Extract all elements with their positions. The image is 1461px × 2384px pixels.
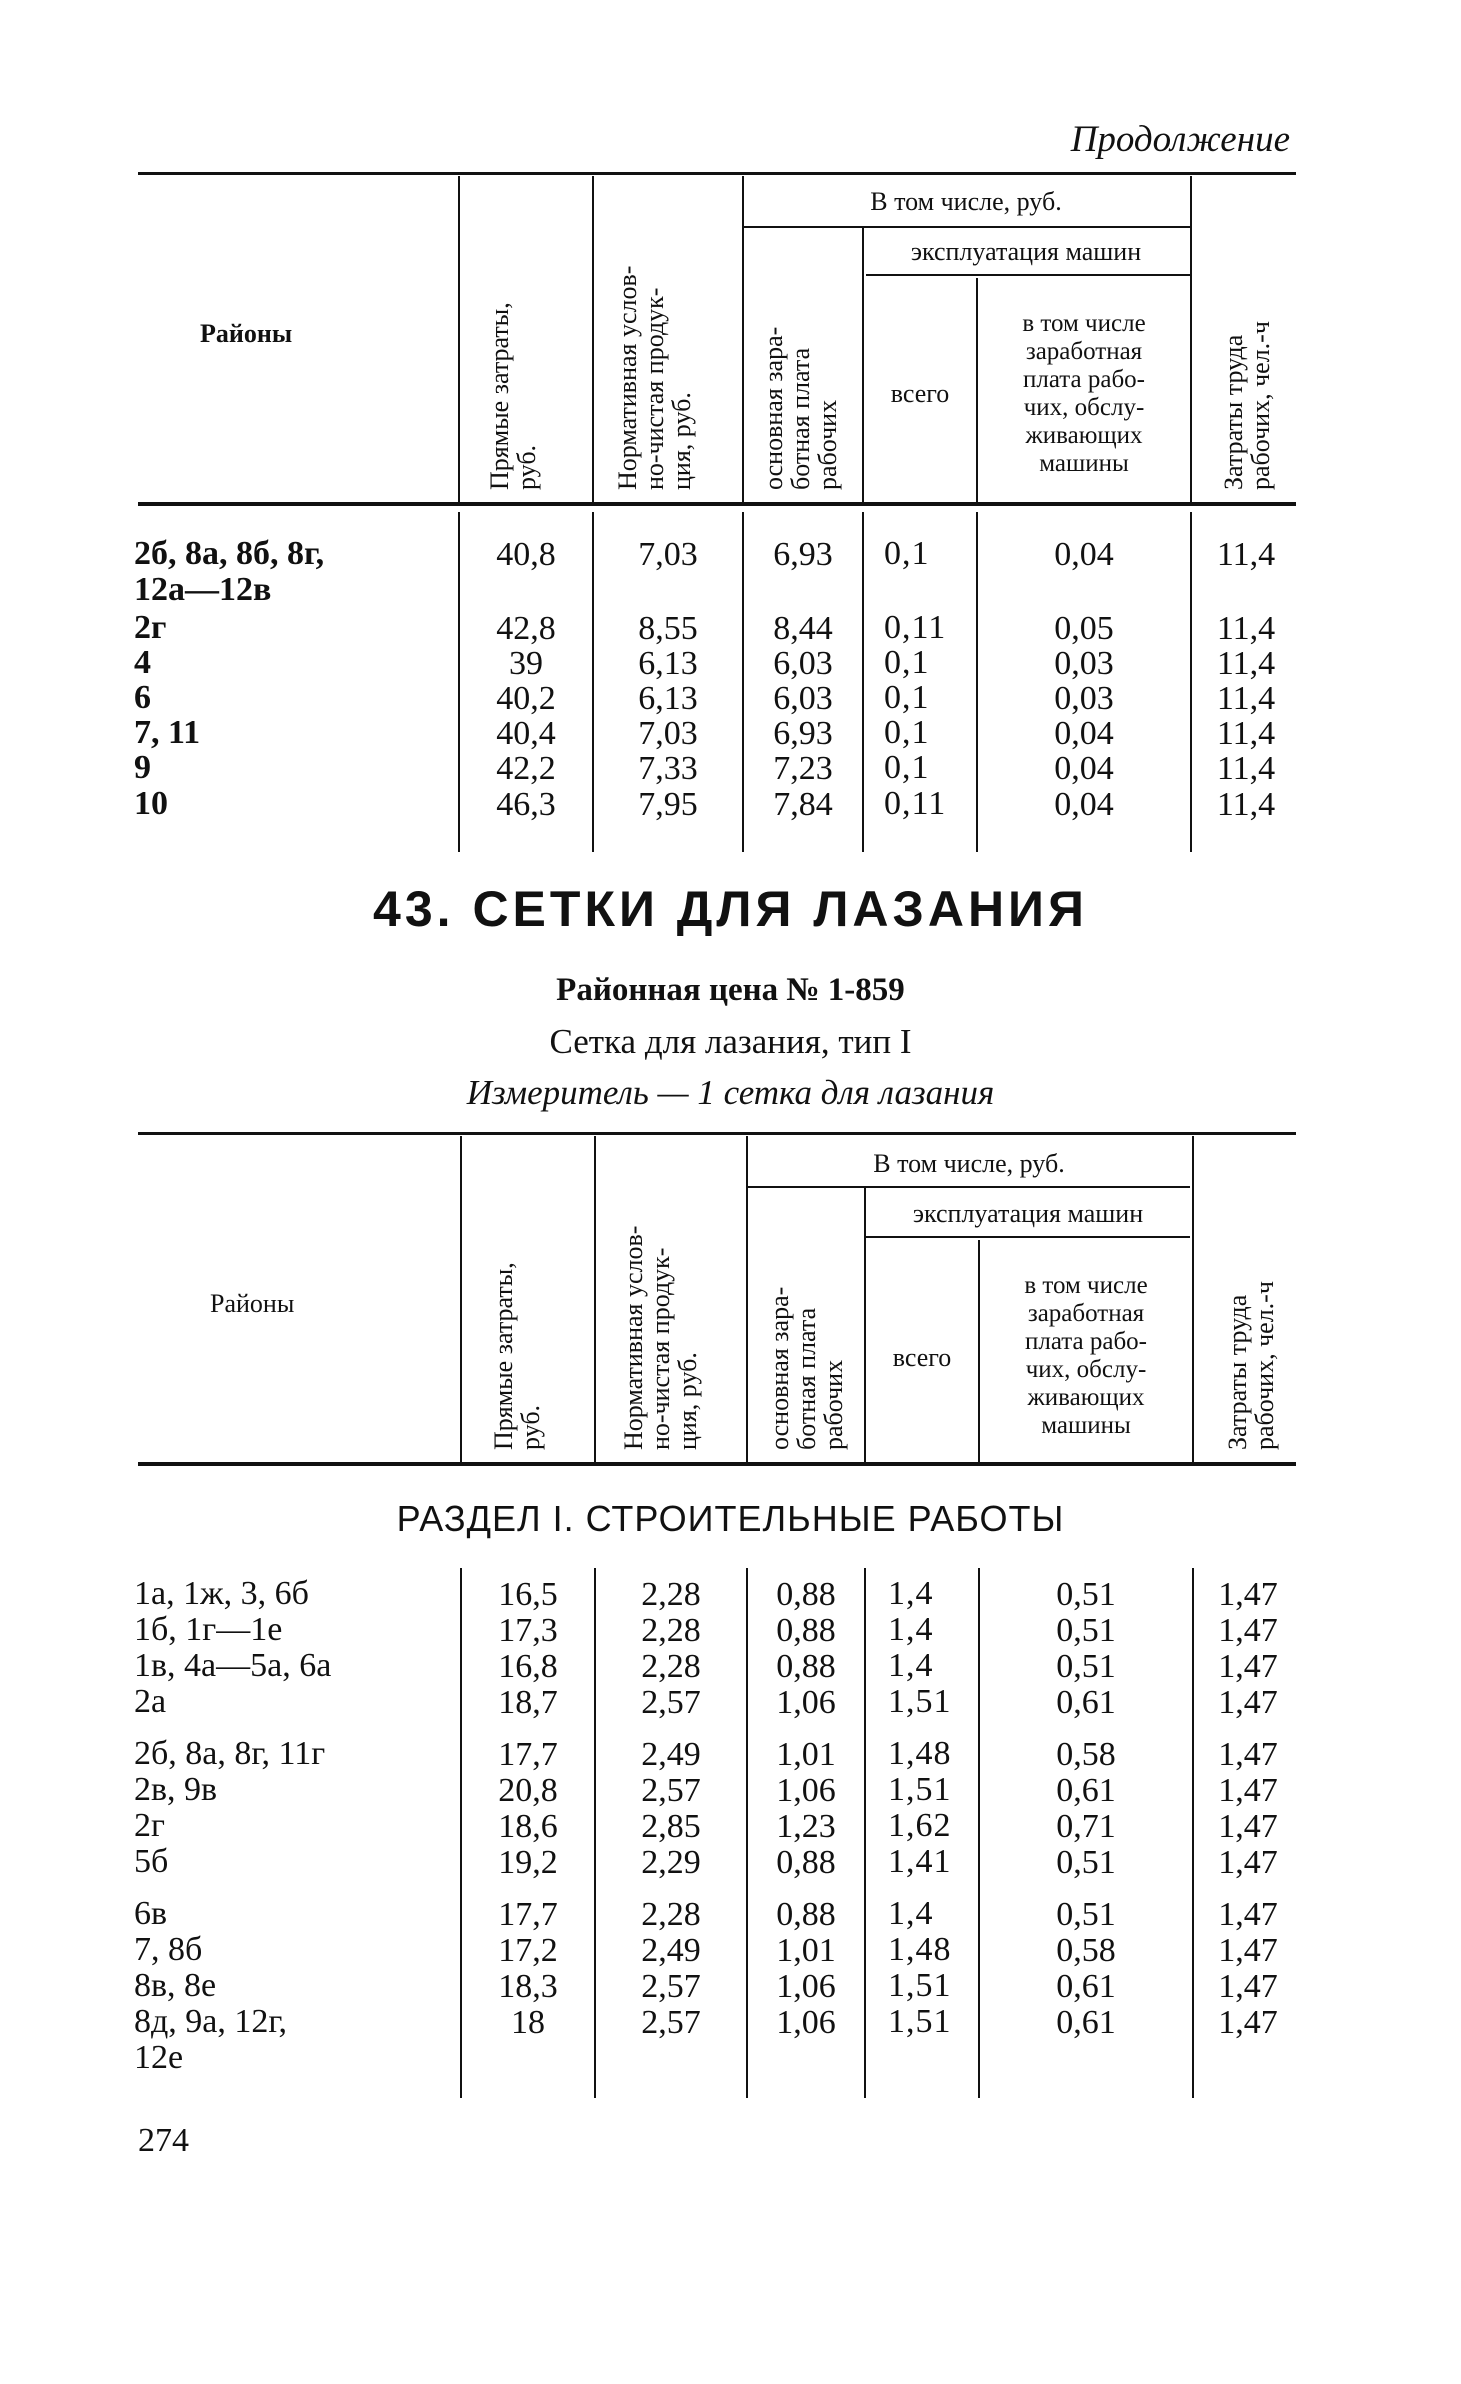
district-cell: 6: [134, 679, 151, 716]
machine-wage-cell: 0,03: [1054, 645, 1114, 682]
machine-total-cell: 1,51: [888, 2003, 952, 2040]
labor-cell: 11,4: [1216, 610, 1276, 647]
machine-total-cell: 0,1: [884, 679, 930, 716]
table1-header-vline: [592, 176, 594, 502]
table1-machine-rule: [866, 274, 1190, 276]
section-subtitle: Сетка для лазания, тип I: [549, 1022, 912, 1061]
machine-total-cell: 1,51: [888, 1683, 952, 1720]
continued-label: Продолжение: [1070, 119, 1290, 160]
normative-cell: 2,49: [641, 1736, 701, 1773]
machine-wage-cell: 0,61: [1056, 1772, 1116, 1809]
district-cell: 7, 8б: [134, 1931, 203, 1968]
labor-cell: 1,47: [1218, 1772, 1278, 1809]
machine-wage-cell: 0,61: [1056, 2004, 1116, 2041]
direct-cost-cell: 18,7: [498, 1684, 558, 1721]
labor-cell: 11,4: [1216, 715, 1276, 752]
machine-total-cell: 1,62: [888, 1807, 952, 1844]
normative-cell: 2,28: [641, 1648, 701, 1685]
table2-body-vline: [864, 1568, 866, 2098]
direct-cost-cell: 46,3: [496, 786, 556, 823]
part-title: РАЗДЕЛ I. СТРОИТЕЛЬНЫЕ РАБОТЫ: [396, 1498, 1065, 1539]
wage-cell: 1,06: [776, 1968, 836, 2005]
machine-total-cell: 0,1: [884, 749, 930, 786]
machine-wage-cell: 0,51: [1056, 1648, 1116, 1685]
direct-cost-cell: 42,2: [496, 750, 556, 787]
machine-total-cell: 1,4: [888, 1611, 934, 1648]
machine-wage-cell: 0,04: [1054, 750, 1114, 787]
machine-total-cell: 1,51: [888, 1771, 952, 1808]
header-normative-product: Нормативная услов- но-чистая продук- ция, руб.: [619, 1225, 702, 1450]
normative-cell: 2,57: [641, 2004, 701, 2041]
district-cell: 2а: [134, 1683, 167, 1720]
table2-including-rule: [746, 1186, 1190, 1188]
header-total: всего: [890, 379, 950, 408]
machine-total-cell: 0,1: [884, 644, 930, 681]
labor-cell: 11,4: [1216, 536, 1276, 573]
direct-cost-cell: 17,7: [498, 1896, 558, 1933]
machine-wage-cell: 0,61: [1056, 1684, 1116, 1721]
machine-wage-cell: 0,04: [1054, 715, 1114, 752]
machine-wage-cell: 0,71: [1056, 1808, 1116, 1845]
district-cell: 2б, 8а, 8б, 8г, 12а—12в: [134, 535, 325, 608]
district-cell: 2б, 8а, 8г, 11г: [134, 1735, 326, 1772]
normative-cell: 2,49: [641, 1932, 701, 1969]
direct-cost-cell: 19,2: [498, 1844, 558, 1881]
machine-total-cell: 1,4: [888, 1647, 934, 1684]
machine-total-cell: 1,51: [888, 1967, 952, 2004]
header-labor-costs: Затраты труда рабочих, чел.-ч: [1223, 1281, 1279, 1450]
header-including: В том числе, руб.: [873, 1149, 1065, 1178]
normative-cell: 6,13: [638, 680, 698, 717]
table1-header-bottom-rule: [138, 502, 1296, 506]
wage-cell: 0,88: [776, 1612, 836, 1649]
direct-cost-cell: 40,2: [496, 680, 556, 717]
labor-cell: 1,47: [1218, 1576, 1278, 1613]
normative-cell: 7,95: [638, 786, 698, 823]
wage-cell: 6,03: [773, 680, 833, 717]
machine-total-cell: 1,48: [888, 1931, 952, 1968]
wage-cell: 1,06: [776, 1684, 836, 1721]
table1-header-vline: [458, 176, 460, 502]
direct-cost-cell: 16,8: [498, 1648, 558, 1685]
normative-cell: 8,55: [638, 610, 698, 647]
header-machine-operation: эксплуатация машин: [912, 1199, 1144, 1228]
direct-cost-cell: 17,7: [498, 1736, 558, 1773]
header-labor-costs: Затраты труда рабочих, чел.-ч: [1219, 321, 1275, 490]
header-including: В том числе, руб.: [870, 187, 1062, 216]
direct-cost-cell: 39: [509, 645, 543, 682]
machine-total-cell: 0,11: [884, 609, 947, 646]
header-normative-product: Нормативная услов- но-чистая продук- ция, руб.: [613, 265, 696, 490]
machine-total-cell: 0,11: [884, 785, 947, 822]
machine-wage-cell: 0,04: [1054, 786, 1114, 823]
wage-cell: 7,23: [773, 750, 833, 787]
page-number: 274: [138, 2122, 189, 2159]
normative-cell: 2,28: [641, 1576, 701, 1613]
normative-cell: 2,57: [641, 1968, 701, 2005]
machine-wage-cell: 0,05: [1054, 610, 1114, 647]
wage-cell: 8,44: [773, 610, 833, 647]
wage-cell: 7,84: [773, 786, 833, 823]
wage-cell: 0,88: [776, 1844, 836, 1881]
district-cell: 1в, 4а—5а, 6а: [134, 1647, 332, 1684]
machine-wage-cell: 0,51: [1056, 1844, 1116, 1881]
header-including-wage: в том числе заработная плата рабо- чих, обслу- живающих машины: [1022, 310, 1146, 477]
labor-cell: 1,47: [1218, 1968, 1278, 2005]
district-cell: 4: [134, 644, 151, 681]
price-number: Районная цена № 1-859: [556, 972, 905, 1008]
district-cell: 8д, 9а, 12г, 12е: [134, 2003, 287, 2076]
normative-cell: 7,03: [638, 715, 698, 752]
machine-total-cell: 1,4: [888, 1575, 934, 1612]
wage-cell: 6,03: [773, 645, 833, 682]
direct-cost-cell: 16,5: [498, 1576, 558, 1613]
table2-header-bottom-rule: [138, 1462, 1296, 1466]
district-cell: 1б, 1г—1е: [134, 1611, 283, 1648]
normative-cell: 6,13: [638, 645, 698, 682]
header-direct-costs: Прямые затраты, руб.: [485, 302, 541, 490]
header-total: всего: [892, 1343, 952, 1372]
table2-header-vline: [1192, 1136, 1194, 1462]
wage-cell: 1,06: [776, 2004, 836, 2041]
direct-cost-cell: 40,8: [496, 536, 556, 573]
labor-cell: 1,47: [1218, 1844, 1278, 1881]
wage-cell: 1,01: [776, 1932, 836, 1969]
machine-wage-cell: 0,51: [1056, 1576, 1116, 1613]
direct-cost-cell: 17,3: [498, 1612, 558, 1649]
direct-cost-cell: 17,2: [498, 1932, 558, 1969]
wage-cell: 1,01: [776, 1736, 836, 1773]
wage-cell: 0,88: [776, 1648, 836, 1685]
direct-cost-cell: 18: [511, 2004, 545, 2041]
table2-machine-rule: [866, 1236, 1190, 1238]
direct-cost-cell: 20,8: [498, 1772, 558, 1809]
district-cell: 5б: [134, 1843, 169, 1880]
district-cell: 2в, 9в: [134, 1771, 218, 1808]
direct-cost-cell: 40,4: [496, 715, 556, 752]
district-cell: 7, 11: [134, 714, 201, 751]
machine-wage-cell: 0,04: [1054, 536, 1114, 573]
table1-header-vline: [742, 176, 744, 502]
normative-cell: 2,57: [641, 1684, 701, 1721]
header-direct-costs: Прямые затраты, руб.: [489, 1262, 545, 1450]
labor-cell: 1,47: [1218, 1684, 1278, 1721]
wage-cell: 6,93: [773, 536, 833, 573]
table1-including-rule: [742, 226, 1190, 228]
machine-wage-cell: 0,58: [1056, 1932, 1116, 1969]
labor-cell: 1,47: [1218, 1932, 1278, 1969]
table1-header-vline: [862, 228, 864, 502]
district-cell: 2г: [134, 1807, 165, 1844]
direct-cost-cell: 18,6: [498, 1808, 558, 1845]
table2-header-vline: [460, 1136, 462, 1462]
machine-wage-cell: 0,51: [1056, 1896, 1116, 1933]
normative-cell: 2,28: [641, 1896, 701, 1933]
machine-total-cell: 0,1: [884, 714, 930, 751]
table1-header-vline: [1190, 176, 1192, 502]
wage-cell: 0,88: [776, 1896, 836, 1933]
machine-total-cell: 1,4: [888, 1895, 934, 1932]
normative-cell: 2,85: [641, 1808, 701, 1845]
district-cell: 2г: [134, 609, 167, 646]
labor-cell: 1,47: [1218, 1612, 1278, 1649]
district-cell: 10: [134, 785, 168, 822]
labor-cell: 1,47: [1218, 1896, 1278, 1933]
table2-header-vline: [594, 1136, 596, 1462]
labor-cell: 11,4: [1216, 750, 1276, 787]
header-districts: Районы: [210, 1289, 295, 1318]
section-measure: Измеритель — 1 сетка для лазания: [466, 1073, 995, 1112]
section-title: 43. СЕТКИ ДЛЯ ЛАЗАНИЯ: [373, 881, 1088, 937]
district-cell: 9: [134, 749, 151, 786]
machine-total-cell: 1,48: [888, 1735, 952, 1772]
labor-cell: 1,47: [1218, 1736, 1278, 1773]
machine-wage-cell: 0,58: [1056, 1736, 1116, 1773]
table2-header-vline: [864, 1188, 866, 1462]
table1-top-rule: [138, 172, 1296, 175]
labor-cell: 11,4: [1216, 645, 1276, 682]
labor-cell: 1,47: [1218, 1808, 1278, 1845]
header-base-wage: основная зара- ботная плата рабочих: [759, 326, 842, 490]
normative-cell: 2,29: [641, 1844, 701, 1881]
district-cell: 8в, 8е: [134, 1967, 217, 2004]
labor-cell: 11,4: [1216, 680, 1276, 717]
table1-body-vline: [862, 512, 864, 852]
machine-wage-cell: 0,51: [1056, 1612, 1116, 1649]
header-base-wage: основная зара- ботная плата рабочих: [765, 1286, 848, 1450]
wage-cell: 6,93: [773, 715, 833, 752]
wage-cell: 0,88: [776, 1576, 836, 1613]
machine-wage-cell: 0,03: [1054, 680, 1114, 717]
direct-cost-cell: 18,3: [498, 1968, 558, 2005]
header-machine-operation: эксплуатация машин: [910, 237, 1142, 266]
district-cell: 1а, 1ж, 3, 6б: [134, 1575, 309, 1612]
district-cell: 6в: [134, 1895, 168, 1932]
machine-total-cell: 0,1: [884, 535, 930, 572]
header-districts: Районы: [200, 319, 293, 348]
direct-cost-cell: 42,8: [496, 610, 556, 647]
normative-cell: 2,28: [641, 1612, 701, 1649]
machine-wage-cell: 0,61: [1056, 1968, 1116, 2005]
header-including-wage: в том числе заработная плата рабо- чих, обслу- живающих машины: [1024, 1272, 1148, 1439]
normative-cell: 7,03: [638, 536, 698, 573]
table2-top-rule: [138, 1132, 1296, 1135]
labor-cell: 1,47: [1218, 1648, 1278, 1685]
wage-cell: 1,06: [776, 1772, 836, 1809]
machine-total-cell: 1,41: [888, 1843, 952, 1880]
wage-cell: 1,23: [776, 1808, 836, 1845]
normative-cell: 7,33: [638, 750, 698, 787]
normative-cell: 2,57: [641, 1772, 701, 1809]
labor-cell: 11,4: [1216, 786, 1276, 823]
table2-header-vline: [746, 1136, 748, 1462]
labor-cell: 1,47: [1218, 2004, 1278, 2041]
